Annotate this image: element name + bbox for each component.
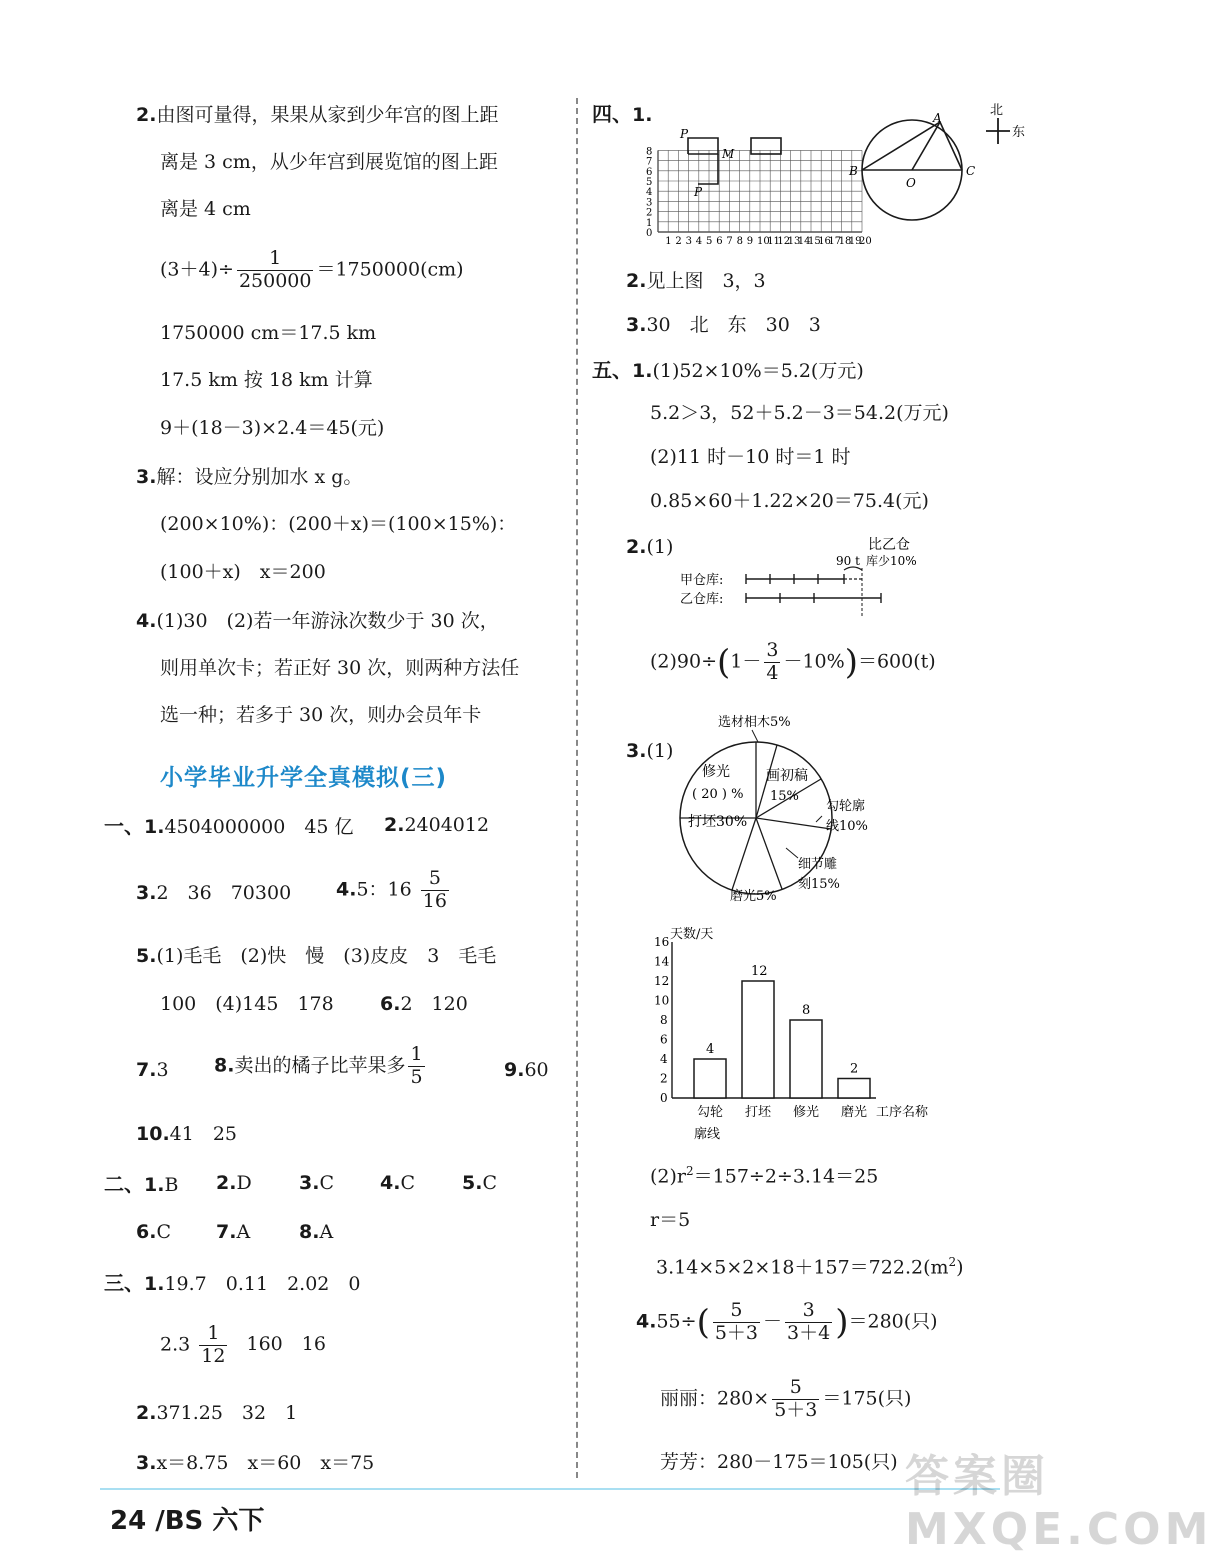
seg-90t: 90 t	[836, 554, 860, 568]
s5-q3a: 3.(1)	[626, 740, 674, 762]
grid-y-tick: 4	[646, 187, 653, 199]
grid-x-tick: 0	[646, 228, 653, 239]
label-o: O	[906, 176, 916, 190]
grid-y-tick: 5	[646, 177, 653, 188]
answer-2-line1: 2.由图可量得，果果从家到少年宫的图上距	[136, 104, 499, 126]
label-p1: P	[680, 127, 689, 141]
pie-label-xi1: 细节雕	[798, 857, 838, 872]
pie-label-gou1: 勾轮廓	[826, 799, 866, 814]
s2-a4: 4.C	[380, 1172, 415, 1194]
label-b: B	[849, 164, 858, 178]
s3-row1: 三、1.19.7 0.11 2.02 0	[104, 1271, 361, 1295]
bar-value-label: 8	[802, 1003, 811, 1018]
s1-a6: 6.2 120	[380, 993, 468, 1015]
bar-category-label: 磨光	[841, 1105, 868, 1120]
s5-q2a: 2.(1)	[626, 536, 674, 558]
bar-打坯	[742, 981, 774, 1098]
s5-q3b3: $3.14\times 5\times 2\times 18+157=722.2(m^2)$	[656, 1255, 964, 1279]
s2-a3: 3.C	[299, 1172, 334, 1194]
answer-3-line1: 3.解：设应分别加水 x g。	[136, 466, 363, 488]
grid-lines	[658, 150, 862, 232]
grid-x-tick: 6	[716, 236, 723, 247]
shape-rect	[751, 138, 781, 154]
bar-category-label: 打坯	[745, 1105, 772, 1120]
label-a: A	[933, 111, 942, 125]
seg-b-label: 乙仓库:	[680, 592, 724, 607]
bar-y-tick: 10	[654, 993, 670, 1008]
pie-label-hua1: 画初稿	[766, 768, 808, 784]
s1-a5: 5.(1)毛毛 (2)快 慢 (3)皮皮 3 毛毛	[136, 945, 497, 967]
line-ac	[940, 122, 962, 170]
s3-row1b: 2.3 $\frac{1}{12}$ 160 16	[160, 1322, 326, 1367]
answer-4-line3: 选一种；若多于 30 次，则办会员年卡	[160, 704, 482, 726]
s4-a3: 3.30 北 东 30 3	[626, 314, 821, 336]
grid-x-tick: 18	[838, 236, 852, 247]
grid-x-tick: 20	[859, 236, 872, 247]
grid-x-tick: 19	[848, 236, 862, 247]
s5-l4: 0.85×60＋1.22×20＝75.4(元)	[650, 490, 929, 512]
pie-label-xiu1: 修光	[702, 764, 730, 780]
bar-category-label: 勾轮	[697, 1105, 724, 1120]
grid-x-tick: 16	[818, 236, 831, 247]
fraction: $\frac{1}{12}$	[201, 1322, 226, 1367]
pie-chart	[676, 706, 906, 906]
s1-a2: 2.2404012	[384, 814, 490, 836]
x-tick-labels	[646, 228, 872, 247]
answer-2-line3: 离是 4 cm	[160, 198, 251, 220]
grid-x-tick: 7	[726, 236, 733, 247]
line-ba	[862, 122, 940, 170]
watermark: 答案圈 MXQE.COM	[905, 1451, 1212, 1555]
grid-x-tick: 11	[767, 236, 780, 247]
label-p2: P	[694, 185, 703, 199]
footer-line	[100, 1488, 1000, 1490]
bar-ylabel: 天数/天	[670, 927, 714, 942]
bar-chart	[640, 920, 960, 1150]
s4-label: 四、1.	[592, 102, 653, 126]
bar-xlabel: 工序名称	[876, 1105, 929, 1120]
answer-3-line2: (200×10%)：(200＋x)＝(100×15%)：	[160, 513, 517, 535]
bar-category-label: 修光	[793, 1105, 820, 1120]
bar-勾轮廓线	[694, 1059, 726, 1098]
grid-x-tick: 14	[797, 236, 811, 247]
grid-y-tick: 2	[646, 207, 653, 219]
grid-x-tick: 15	[808, 236, 821, 247]
s5-q3b1: $(2)r^2=157\div 2\div 3.14=25$	[650, 1164, 879, 1188]
pie-label-mo: 磨光5%	[730, 889, 777, 904]
grid-x-tick: 5	[706, 236, 713, 247]
grid-y-tick: 3	[646, 197, 653, 209]
s5-q4: 4.55÷( $\frac{5}{5+3}$ － $\frac{3}{3+4}$ )＝280(只)	[636, 1299, 938, 1344]
fraction: $\frac{1}{5}$	[410, 1043, 423, 1088]
fraction: $\frac{5}{16}$	[422, 867, 447, 912]
grid-x-tick: 1	[665, 236, 672, 247]
s1-a4: 4.5：16 $\frac{5}{16}$	[336, 867, 447, 912]
bar-category-label2: 廓线	[694, 1127, 721, 1142]
column-divider	[576, 98, 578, 1478]
s2-a6: 6.C	[136, 1221, 171, 1243]
s1-a7: 7.3	[136, 1059, 169, 1081]
grid-x-tick: 13	[787, 236, 801, 247]
pie-label-xiu2: ( 20 ) %	[692, 787, 744, 802]
label-c: C	[966, 164, 976, 178]
s2-a8: 8.A	[299, 1221, 334, 1243]
pie-label-gou2: 线10%	[826, 819, 868, 834]
page-footer: 24 /BS 六下	[110, 1506, 265, 1536]
compass-east-label: 东	[1012, 125, 1026, 140]
answer-4-line2: 则用单次卡；若正好 30 次，则两种方法任	[160, 657, 520, 679]
fraction: $\frac{5}{5+3}$	[774, 1376, 818, 1421]
seg-a-label: 甲仓库:	[680, 573, 724, 588]
answer-4-line1: 4.(1)30 (2)若一年游泳次数少于 30 次，	[136, 610, 499, 632]
s2-a5: 5.C	[462, 1172, 497, 1194]
bar-y-tick: 12	[654, 974, 670, 988]
fraction: $\frac{3}{3+4}$	[787, 1299, 831, 1344]
grid-y-tick: 6	[646, 166, 653, 178]
exam-title: 小学毕业升学全真模拟(三)	[160, 765, 448, 791]
s5-l3: (2)11 时－10 时＝1 时	[650, 446, 851, 468]
answer-2-round: 17.5 km 按 18 km 计算	[160, 369, 373, 391]
s1-a8: 8.卖出的橘子比苹果多 $\frac{1}{5}$	[214, 1043, 423, 1088]
s1-a5b: 100 (4)145 178	[160, 993, 334, 1015]
compass-north-label: 北	[990, 103, 1004, 118]
bar-y-tick: 14	[654, 954, 670, 969]
s2-row1: 二、1.B	[104, 1172, 179, 1196]
answer-2-calc: (3＋4)÷ $\frac{1}{250000}$ ＝1750000(cm)	[160, 247, 464, 292]
s2-a2: 2.D	[216, 1172, 252, 1194]
fraction: $\frac{1}{250000}$	[238, 247, 312, 292]
bar-y-tick: 0	[660, 1091, 668, 1105]
s4-a2: 2.见上图 3，3	[626, 270, 766, 292]
grid-x-tick: 8	[736, 236, 743, 247]
label-m: M	[722, 147, 735, 161]
seg-ann1: 比乙仓	[868, 537, 910, 553]
answer-2-conv: 1750000 cm＝17.5 km	[160, 322, 377, 344]
bar-y-tick: 4	[660, 1052, 668, 1066]
s5-q4c: 芳芳：280－175＝105(只)	[660, 1451, 898, 1473]
s2-a7: 7.A	[216, 1221, 251, 1243]
s3-a3: 3.x＝8.75 x＝60 x＝75	[136, 1452, 375, 1474]
pie-label-xi2: 刻15%	[798, 877, 840, 892]
s1-a9: 9.60	[504, 1059, 549, 1081]
bar-value-label: 4	[706, 1042, 715, 1057]
bar-y-tick: 16	[654, 935, 670, 949]
grid-y-tick: 7	[646, 156, 653, 168]
shape-p-upper	[688, 138, 718, 154]
segment-diagram	[676, 532, 946, 622]
s5-l2: 5.2＞3，52＋5.2－3＝54.2(万元)	[650, 402, 949, 424]
s5-q4b: 丽丽：280× $\frac{5}{5+3}$ ＝175(只)	[660, 1376, 912, 1421]
bar-磨光	[838, 1079, 870, 1099]
grid-x-tick: 9	[746, 236, 754, 247]
shape-p-lower	[698, 154, 718, 184]
line-ao	[912, 122, 940, 170]
y-tick-labels	[646, 146, 652, 228]
fraction: $\frac{5}{5+3}$	[714, 1299, 759, 1344]
s5-q2b: (2)90÷(1－ $\frac{3}{4}$ －10%)＝600(t)	[650, 639, 936, 684]
pie-label-da: 打坯30%	[688, 814, 748, 830]
grid-x-tick: 12	[777, 236, 791, 247]
s1-a3: 3.2 36 70300	[136, 882, 292, 904]
bar-修光	[790, 1020, 822, 1098]
bar-value-label: 12	[751, 964, 768, 979]
bar-value-label: 2	[850, 1061, 859, 1077]
bar-y-tick: 8	[660, 1013, 668, 1027]
answer-2-fare: 9＋(18－3)×2.4＝45(元)	[160, 417, 385, 439]
fraction: $\frac{3}{4}$	[766, 639, 779, 684]
s1-row1: 一、1.4504000000 45 亿	[104, 814, 354, 838]
s5-l1: 五、1.(1)52×10%＝5.2(万元)	[592, 358, 864, 382]
s1-a10: 10.41 25	[136, 1123, 238, 1145]
grid-y-tick: 8	[646, 146, 653, 158]
grid-x-tick: 3	[685, 236, 692, 247]
grid-x-tick: 17	[828, 236, 842, 247]
grid-x-tick: 2	[675, 236, 682, 247]
bar-y-tick: 6	[660, 1032, 668, 1047]
bar-y-tick: 2	[660, 1071, 668, 1086]
coordinate-grid-figure	[640, 100, 1040, 250]
pie-label-hua2: 15%	[770, 789, 799, 804]
seg-ann2: 库少10%	[866, 554, 917, 568]
answer-3-line3: (100＋x) x＝200	[160, 561, 326, 583]
grid-y-tick: 1	[646, 217, 653, 229]
s3-a2: 2.371.25 32 1	[136, 1402, 298, 1424]
grid-x-tick: 10	[757, 236, 770, 247]
s5-q3b2: r＝5	[650, 1209, 691, 1231]
answer-2-line2: 离是 3 cm，从少年宫到展览馆的图上距	[160, 151, 498, 173]
grid-x-tick: 4	[695, 236, 703, 247]
pie-label-top: 选材相木5%	[718, 715, 791, 730]
